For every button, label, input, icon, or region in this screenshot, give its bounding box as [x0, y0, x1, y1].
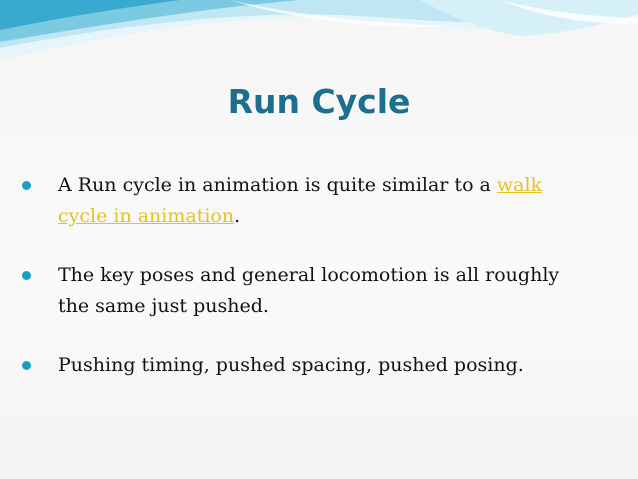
bullet-marker-icon	[22, 361, 31, 370]
header-wave-decoration	[0, 0, 638, 80]
bullet-text: Pushing timing, pushed spacing, pushed posing.	[58, 354, 524, 376]
bullet-list	[22, 170, 582, 409]
bullet-marker-icon	[22, 271, 31, 280]
bullet-marker-icon	[22, 181, 31, 190]
bullet-text: The key poses and general locomotion is all roughly the same just pushed.	[58, 264, 560, 317]
bullet-item-key-poses	[22, 260, 582, 322]
bullet-text-before: A Run cycle in animation is quite similar to a	[58, 174, 497, 196]
slide-title: Run Cycle	[227, 82, 411, 121]
bullet-item-pushing	[22, 350, 582, 381]
bullet-text-after: .	[234, 205, 241, 227]
bullet-item-run-cycle	[22, 170, 582, 232]
walk-cycle-link[interactable]: walk cycle in animation	[58, 174, 543, 227]
